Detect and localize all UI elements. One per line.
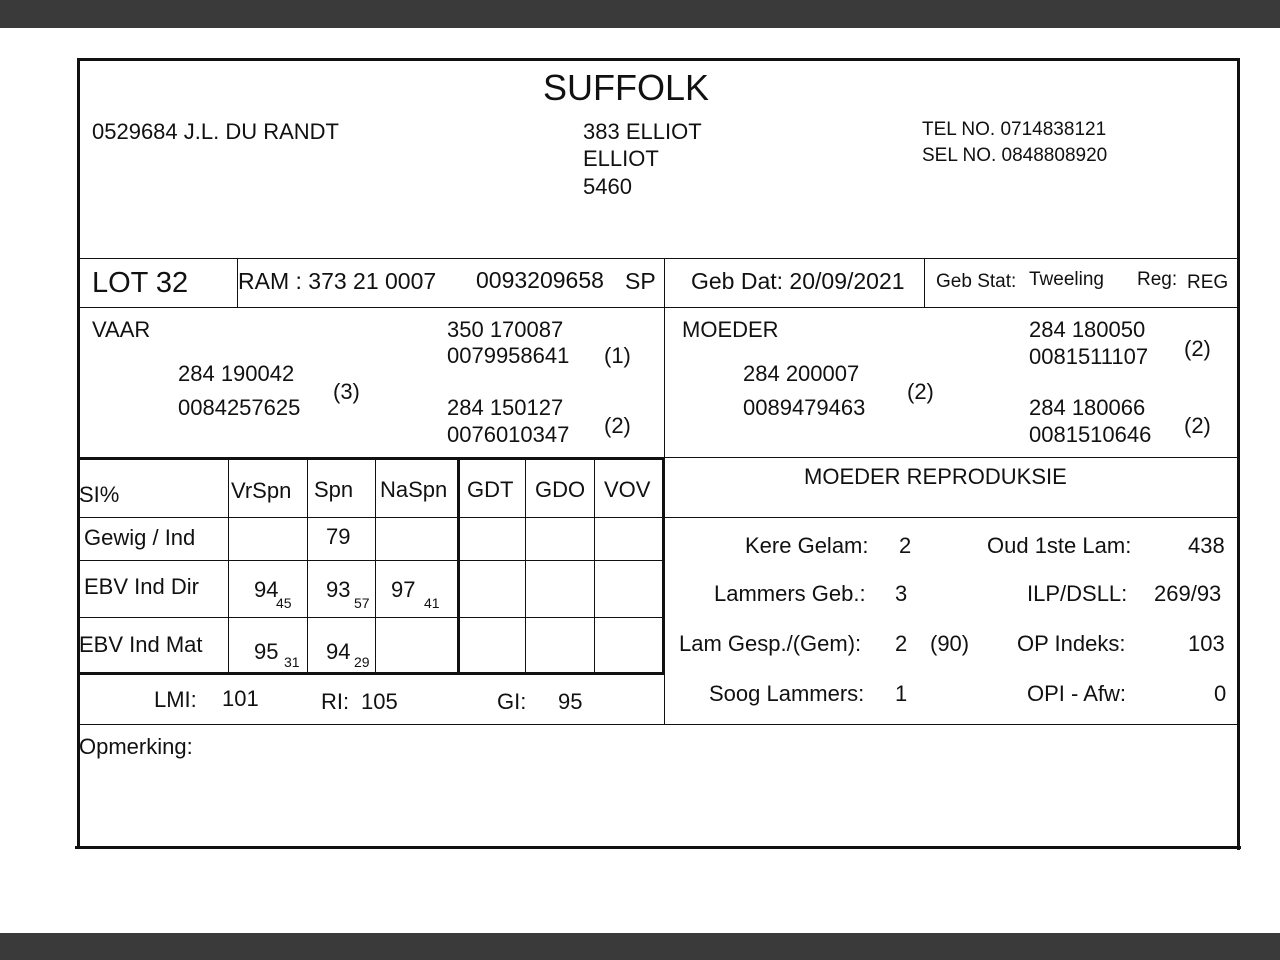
vaar-sire-id: 0079958641 <box>447 343 570 368</box>
lammers-geb-value: 3 <box>895 581 908 606</box>
lot-divider-3 <box>924 258 925 307</box>
sel-number: SEL NO. 0848808920 <box>922 145 1108 166</box>
row-label-gewig: Gewig / Ind <box>84 525 196 550</box>
lot-row-bottom-line <box>80 307 1238 308</box>
reg-label: Reg: <box>1137 269 1178 290</box>
ram-number: RAM : 373 21 0007 <box>238 268 437 294</box>
moeder-sire-id: 0081511107 <box>1029 344 1149 369</box>
perf-table-top <box>78 457 665 460</box>
birth-status-label: Geb Stat: <box>936 271 1017 292</box>
lot-number: LOT 32 <box>92 267 189 299</box>
lmi-label: LMI: <box>154 687 197 712</box>
perf-row-line-2 <box>79 560 664 561</box>
opmerking-label: Opmerking: <box>79 734 193 759</box>
moeder-sire-score: (2) <box>1184 336 1211 361</box>
lammers-geb-label: Lammers Geb.: <box>714 581 866 606</box>
ebv-mat-vrspn-sub: 31 <box>284 654 300 670</box>
top-dark-bar <box>0 0 1280 28</box>
soog-value: 1 <box>895 681 908 706</box>
tel-number: TEL NO. 0714838121 <box>922 119 1107 140</box>
vaar-id: 0084257625 <box>178 395 301 420</box>
address-line-1: 383 ELLIOT <box>583 119 702 144</box>
repro-top-line <box>664 457 1238 458</box>
ebv-dir-vrspn-sub: 45 <box>276 595 292 611</box>
row-label-ebv-dir: EBV Ind Dir <box>84 574 199 599</box>
ebv-dir-naspn-sub: 41 <box>424 595 440 611</box>
perf-row-line-1 <box>79 517 664 518</box>
index-row-bottom <box>80 724 1238 725</box>
lam-gesp-avg: (90) <box>930 631 970 656</box>
header-gdo: GDO <box>535 477 586 502</box>
header-si: SI% <box>79 482 120 507</box>
ebv-mat-vrspn: 95 <box>254 639 279 664</box>
perf-col-6 <box>594 459 595 673</box>
oud-label: Oud 1ste Lam: <box>987 533 1132 558</box>
ebv-dir-spn-sub: 57 <box>354 595 370 611</box>
vaar-dam-score: (2) <box>604 413 631 438</box>
vaar-sire-score: (1) <box>604 343 631 368</box>
perf-col-4 <box>457 459 460 674</box>
sp-code: SP <box>625 268 656 294</box>
lmi-value: 101 <box>222 686 259 711</box>
ebv-dir-naspn: 97 <box>391 577 416 602</box>
moeder-dam-id: 0081510646 <box>1029 422 1152 447</box>
birth-date: Geb Dat: 20/09/2021 <box>691 268 905 294</box>
breed-title: SUFFOLK <box>543 67 710 108</box>
lam-gesp-label: Lam Gesp./(Gem): <box>679 631 862 656</box>
bottom-dark-bar <box>0 933 1280 960</box>
vaar-dam-number: 284 150127 <box>447 395 564 420</box>
header-vrspn: VrSpn <box>231 478 292 503</box>
gi-value: 95 <box>558 689 583 714</box>
ilp-label: ILP/DSLL: <box>1027 581 1128 606</box>
header-spn: Spn <box>314 477 354 502</box>
vaar-dam-id: 0076010347 <box>447 422 570 447</box>
kere-gelam-label: Kere Gelam: <box>745 533 869 558</box>
row-label-ebv-mat: EBV Ind Mat <box>79 632 203 657</box>
ebv-dir-spn: 93 <box>326 577 351 602</box>
gi-label: GI: <box>497 689 527 714</box>
repro-title: MOEDER REPRODUKSIE <box>804 464 1067 489</box>
op-indeks-value: 103 <box>1188 631 1225 656</box>
moeder-dam-score: (2) <box>1184 413 1211 438</box>
op-indeks-label: OP Indeks: <box>1017 631 1126 656</box>
perf-col-7 <box>662 459 665 674</box>
ebv-mat-spn: 94 <box>326 639 351 664</box>
lot-divider-2 <box>664 258 665 308</box>
moeder-sire-number: 284 180050 <box>1029 317 1146 342</box>
perf-table-bottom <box>78 672 665 675</box>
frame-bottom <box>75 846 1241 849</box>
owner-name: 0529684 J.L. DU RANDT <box>92 119 339 144</box>
frame-right <box>1237 58 1240 850</box>
address-line-3: 5460 <box>583 174 632 199</box>
moeder-dam-number: 284 180066 <box>1029 395 1146 420</box>
address-line-2: ELLIOT <box>583 146 659 171</box>
opi-label: OPI - Afw: <box>1027 681 1127 706</box>
kere-gelam-value: 2 <box>899 533 912 558</box>
soog-label: Soog Lammers: <box>709 681 865 706</box>
moeder-id: 0089479463 <box>743 395 866 420</box>
perf-col-5 <box>525 459 526 673</box>
lam-gesp-value: 2 <box>895 631 908 656</box>
reg-value: REG <box>1187 272 1229 293</box>
frame-top <box>77 58 1240 61</box>
ilp-value: 269/93 <box>1154 581 1222 606</box>
frame-left <box>77 58 80 848</box>
birth-status-value: Tweeling <box>1029 269 1104 290</box>
header-vov: VOV <box>604 477 651 502</box>
gewig-spn-value: 79 <box>326 524 351 549</box>
lot-row-top-line <box>80 258 1238 259</box>
ram-id: 0093209658 <box>476 267 604 293</box>
ebv-mat-spn-sub: 29 <box>354 654 370 670</box>
ri-value: 105 <box>361 689 398 714</box>
ri-label: RI: <box>321 689 350 714</box>
perf-col-3 <box>375 459 376 673</box>
perf-col-1 <box>228 459 229 673</box>
header-naspn: NaSpn <box>380 477 448 502</box>
repro-title-line <box>664 517 1238 518</box>
ebv-dir-vrspn: 94 <box>254 577 279 602</box>
perf-col-2 <box>307 459 308 673</box>
vaar-number: 284 190042 <box>178 361 295 386</box>
vaar-sire-number: 350 170087 <box>447 317 564 342</box>
moeder-label: MOEDER <box>682 317 779 342</box>
moeder-number: 284 200007 <box>743 361 860 386</box>
opi-value: 0 <box>1214 681 1227 706</box>
moeder-score: (2) <box>907 379 934 404</box>
header-gdt: GDT <box>467 477 514 502</box>
oud-value: 438 <box>1188 533 1225 558</box>
vaar-label: VAAR <box>92 317 151 342</box>
vaar-score: (3) <box>333 379 360 404</box>
perf-row-line-3 <box>79 617 664 618</box>
